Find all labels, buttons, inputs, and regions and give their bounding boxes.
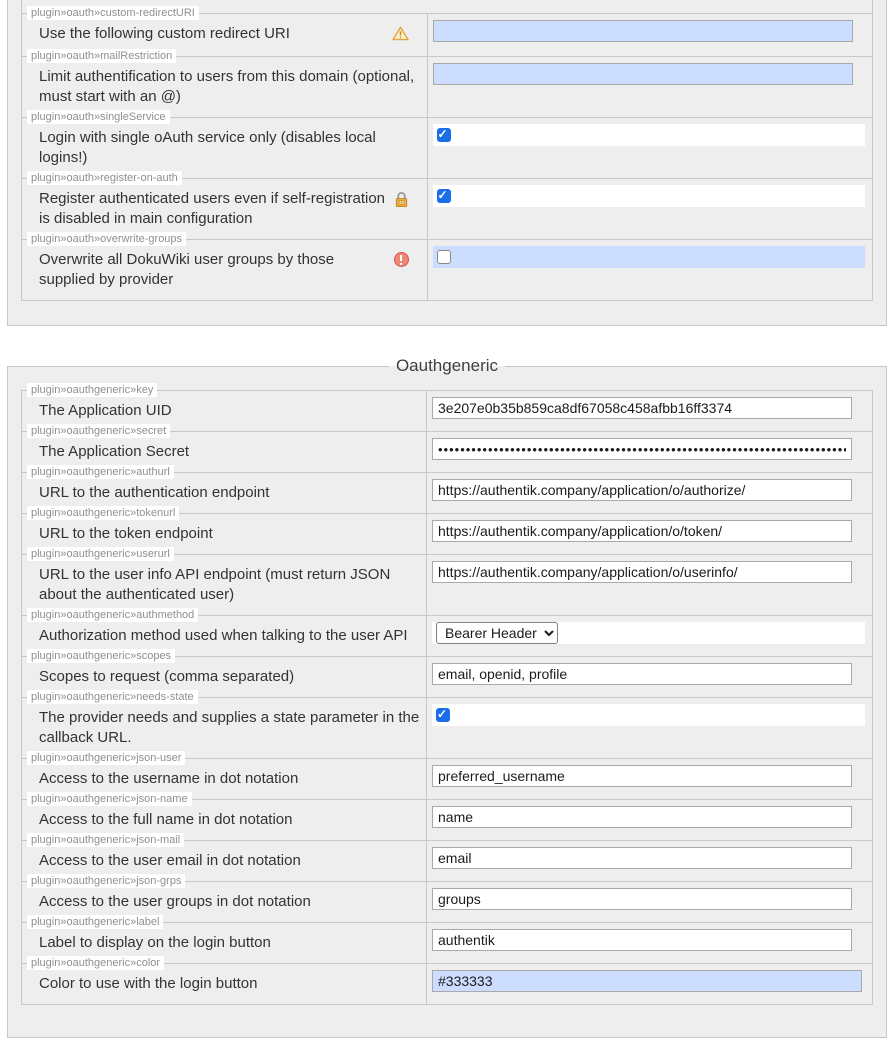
config-section-oauth: [7, 0, 887, 326]
config-row-register-on-auth: [22, 179, 872, 240]
config-table: [22, 7, 872, 301]
setting-key: plugin»oauthgeneric»json-name: [27, 792, 192, 806]
secret-input[interactable]: [432, 438, 852, 460]
setting-label: The Application Secret: [39, 443, 190, 460]
label-input[interactable]: [432, 929, 852, 951]
setting-label: Authorization method used when talking to the user API: [39, 627, 408, 644]
setting-label: Register authenticated users even if self-registration is disabled in main configuration: [39, 190, 386, 227]
checkbox-band: [432, 704, 865, 726]
setting-key: plugin»oauth»singleService: [27, 110, 170, 124]
setting-label: URL to the user info API endpoint (must return JSON about the authenticated user): [39, 566, 391, 603]
authmethod-select[interactable]: [436, 622, 558, 644]
scopes-input[interactable]: [432, 663, 852, 685]
checkbox-band: [433, 124, 866, 146]
setting-label: URL to the authentication endpoint: [39, 484, 270, 501]
setting-label: Color to use with the login button: [39, 975, 258, 992]
checkbox-band: [433, 246, 866, 268]
setting-label: Overwrite all DokuWiki user groups by those supplied by provider: [39, 251, 335, 288]
config-section-oauthgeneric: [7, 356, 887, 1038]
setting-key: plugin»oauthgeneric»needs-state: [27, 690, 198, 704]
needs-state-checkbox[interactable]: [436, 708, 450, 722]
setting-label: Use the following custom redirect URI: [39, 25, 290, 42]
setting-label: Scopes to request (comma separated): [39, 668, 295, 685]
singleService-checkbox[interactable]: [437, 128, 451, 142]
setting-label: Access to the user groups in dot notation: [39, 893, 311, 910]
warning-icon: [392, 26, 409, 46]
color-input[interactable]: [432, 970, 862, 992]
setting-key: plugin»oauthgeneric»authurl: [27, 465, 174, 479]
setting-key: plugin»oauth»mailRestriction: [27, 49, 176, 63]
authurl-input[interactable]: [432, 479, 852, 501]
setting-key: plugin»oauthgeneric»authmethod: [27, 608, 198, 622]
checkbox-band: [433, 185, 866, 207]
config-row-userurl: [22, 555, 873, 616]
overwrite-groups-checkbox[interactable]: [437, 250, 451, 264]
config-row-mailRestriction: [22, 57, 872, 118]
setting-label: Label to display on the login button: [39, 934, 271, 951]
setting-label: Limit authentification to users from this domain (optional, must start with an @): [39, 68, 415, 105]
setting-key: plugin»oauthgeneric»json-user: [27, 751, 185, 765]
setting-label: Access to the user email in dot notation: [39, 852, 301, 869]
config-row-singleService: [22, 118, 872, 179]
setting-label: Login with single oAuth service only (disables local logins!): [39, 129, 376, 166]
config-row-overwrite-groups: [22, 240, 872, 301]
setting-key: plugin»oauthgeneric»scopes: [27, 649, 175, 663]
setting-label: Access to the full name in dot notation: [39, 811, 293, 828]
config-table: [21, 384, 873, 1005]
json-grps-input[interactable]: [432, 888, 852, 910]
setting-key: plugin»oauthgeneric»json-mail: [27, 833, 184, 847]
select-band: [432, 622, 865, 644]
section-legend: Oauthgeneric: [395, 356, 499, 375]
json-user-input[interactable]: [432, 765, 852, 787]
setting-key: plugin»oauth»custom-redirectURI: [27, 6, 199, 20]
setting-key: plugin»oauthgeneric»json-grps: [27, 874, 185, 888]
key-input[interactable]: [432, 397, 852, 419]
error-icon: [394, 252, 409, 272]
config-row-color: [22, 964, 873, 1005]
setting-key: plugin»oauthgeneric»secret: [27, 424, 170, 438]
json-name-input[interactable]: [432, 806, 852, 828]
setting-key: plugin»oauthgeneric»key: [27, 383, 157, 397]
setting-label: URL to the token endpoint: [39, 525, 213, 542]
mailRestriction-input[interactable]: [433, 63, 853, 85]
tokenurl-input[interactable]: [432, 520, 852, 542]
json-mail-input[interactable]: [432, 847, 852, 869]
setting-key: plugin»oauthgeneric»color: [27, 956, 164, 970]
setting-key: plugin»oauth»register-on-auth: [27, 171, 182, 185]
register-on-auth-checkbox[interactable]: [437, 189, 451, 203]
setting-key: plugin»oauthgeneric»tokenurl: [27, 506, 179, 520]
config-table-wrap: [21, 0, 873, 301]
setting-key: plugin»oauth»overwrite-groups: [27, 232, 186, 246]
custom-redirectURI-input[interactable]: [433, 20, 853, 42]
setting-label: The Application UID: [39, 402, 172, 419]
config-row-needs-state: [22, 698, 873, 759]
userurl-input[interactable]: [432, 561, 852, 583]
setting-label: The provider needs and supplies a state parameter in the callback URL.: [39, 709, 420, 746]
lock-icon: [394, 191, 409, 213]
setting-key: plugin»oauthgeneric»userurl: [27, 547, 174, 561]
setting-label: Access to the username in dot notation: [39, 770, 299, 787]
setting-key: plugin»oauthgeneric»label: [27, 915, 163, 929]
